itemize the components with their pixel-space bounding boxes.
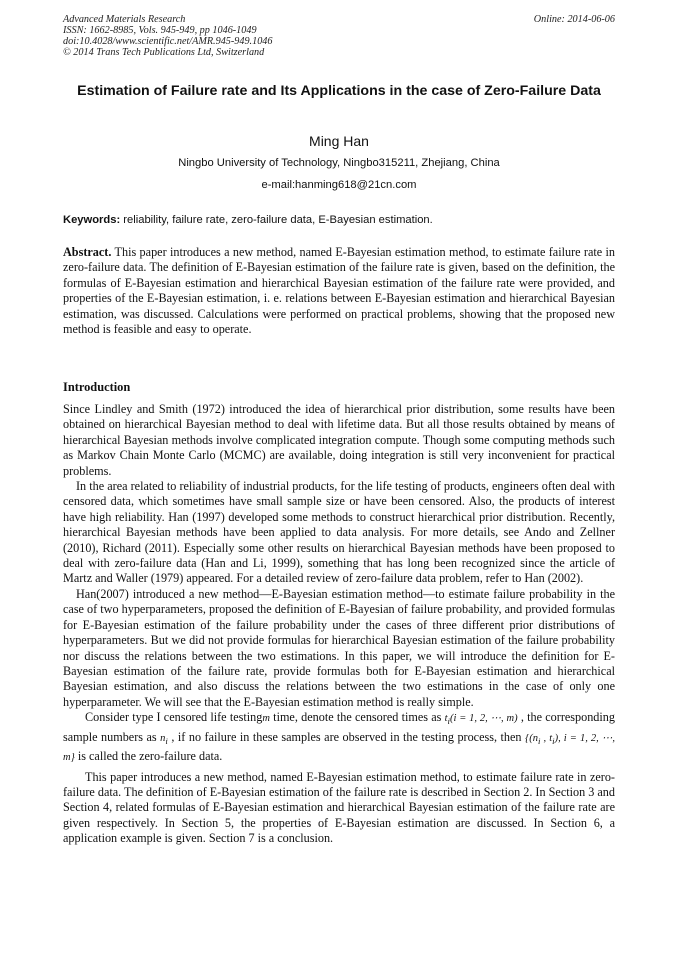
paragraph-2: In the area related to reliability of industrial products, for the life testing of products, engineers often deal with censored data, which sometimes have small sample size or have been censored. Also, the products of interest have high reliability. Han (1997) developed some methods to construct hierarchical prior distribution. Recently, hierarchical Bayesian methods have been applied to data analysis. For more details, see Ando and Zellner (2010), Richard (2011). Especially some other results on hierarchical Bayesian methods have been proposed to deal with zero-failure data (Han and Li, 1999), something that has long been recognized since the article of Martz and Waller (1979) appeared. For a detailed review of zero-failure data problem, refer to Han (2002). (63, 479, 615, 586)
author-email: e-mail:hanming618@21cn.com (261, 179, 417, 191)
math-set-end: ), i = 1, 2, ⋯, m} (63, 732, 615, 764)
p4-text-e: is called the zero-failure data. (74, 749, 223, 764)
doi-line: doi:10.4028/www.scientific.net/AMR.945-949.1046 (63, 36, 273, 47)
math-censored-times (444, 713, 518, 727)
math-n: n (160, 732, 166, 744)
math-sample-numbers (160, 733, 168, 744)
keywords-label: Keywords: (63, 214, 121, 226)
paragraph-1: Since Lindley and Smith (1972) introduced the idea of hierarchical prior distribution, some results have been obtained on hierarchical Bayesian method to deal with lifetime data. But all those results obtained by means of hierarchical Bayesian methods involve complicated integration compute. Though some computing methods such as Markov Chain Monte Carlo (MCMC) are available, doing integration is still very inconvenient for practical problems. (63, 402, 615, 478)
section-heading-introduction: Introduction (63, 380, 131, 394)
online-date: Online: 2014-06-06 (533, 14, 615, 25)
issn-line: ISSN: 1662-8985, Vols. 945-949, pp 1046-1049 (63, 25, 257, 36)
p4-text-b: time, denote the censored times as (269, 710, 445, 725)
abstract (63, 245, 615, 337)
paragraph-5: This paper introduces a new method, named E-Bayesian estimation method, to estimate failure rate in zero-failure data. The definition of E-Bayesian estimation of the failure rate is described in Section 2. In Section 3 and Section 4, related formulas of E-Bayesian estimation and hierarchical Bayesian estimation of the failure rate are given respectively. In Section 5, the properties of E-Bayesian estimation are discussed. In Section 6, a application example is given. Section 7 is a conclusion. (63, 769, 615, 846)
math-m: m (262, 713, 270, 725)
affiliation: Ningbo University of Technology, Ningbo315211, Zhejiang, China (178, 157, 500, 169)
paragraph-4 (63, 710, 615, 765)
keywords-text: reliability, failure rate, zero-failure data, E-Bayesian estimation. (120, 214, 433, 226)
copyright-line: © 2014 Trans Tech Publications Ltd, Switzerland (63, 47, 265, 58)
introduction-body (63, 402, 615, 847)
paper-title: Estimation of Failure rate and Its Applications in the case of Zero-Failure Data (77, 83, 601, 99)
math-set-mid: , t (540, 732, 553, 744)
p4-text-d: , if no failure in these samples are observed in the testing process, then (167, 729, 526, 744)
journal-name: Advanced Materials Research (63, 14, 186, 25)
keywords (63, 213, 615, 228)
math-range: (i = 1, 2, ⋯, m) (449, 713, 518, 725)
abstract-text: This paper introduces a new method, named E-Bayesian estimation method, to estimate failure rate in zero-failure data. The definition of E-Bayesian estimation of the failure rate is given, based on the definition, the formulas of E-Bayesian estimation and hierarchical Bayesian estimation of the failure rate were provided, and properties of the E-Bayesian estimation, i. e. relations between E-Bayesian estimation and hierarchical Bayesian estimation, was discussed. Calculations were performed on practical problems, showing that the proposed new method is feasible and easy to operate. (63, 245, 615, 337)
journal-header (63, 14, 615, 58)
math-n-sub: i (165, 735, 168, 746)
abstract-label: Abstract. (63, 245, 112, 259)
p4-text-a: Consider type I censored life testing (85, 710, 263, 725)
math-t: t (444, 713, 448, 725)
math-t-sub: i (447, 716, 450, 727)
math-set-open: {(n (525, 732, 538, 744)
math-set-sub-2: i (552, 735, 555, 746)
paragraph-3: Han(2007) introduced a new method—E-Bayesian estimation method—to estimate failure probability in the case of two hyperparameters, proposed the definition of E-Bayesian of failure probability, and provided formulas for E-Bayesian estimation of the failure probability under the cases of three different prior distributions of hyperparameters. But we did not provide formulas for hierarchical Bayesian estimation of the failure probability nor discuss the relations between the two estimations. In this paper, we will introduce the definition for E-Bayesian estimation of the failure rate, provide formulas both for E-Bayesian estimation and hierarchical Bayesian estimation, and also discuss the relations between the two estimations in the case of only one hyperparameter. We will see that the E-Bayesian estimation method is really simple. (63, 586, 615, 709)
author-name: Ming Han (309, 133, 369, 149)
math-set-sub-1: i (537, 735, 541, 746)
p4-text-c: , the corresponding sample numbers as (63, 710, 615, 744)
